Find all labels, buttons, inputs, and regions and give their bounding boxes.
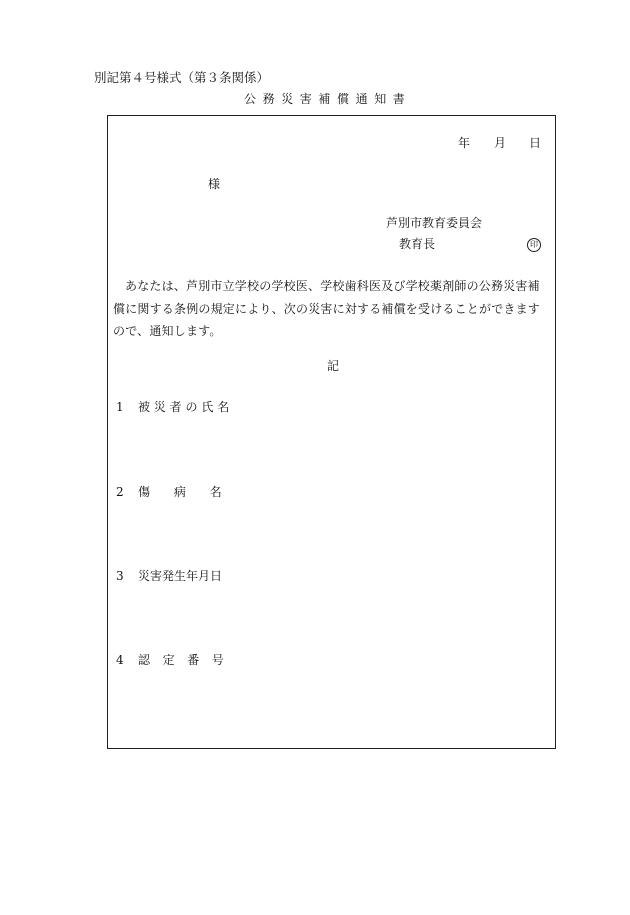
item-3-number: 3	[116, 569, 124, 583]
seal-icon: 印	[527, 238, 541, 252]
notice-body: あなたは、芦別市立学校の学校医、学校歯科医及び学校薬剤師の公務災害補償に関する条例の規定により、次の災害に対する補償を受けることができますので、通知します。	[113, 279, 541, 338]
item-1-number: 1	[116, 400, 124, 414]
item-3-label: 災害発生年月日	[138, 569, 223, 583]
ki-heading: 記	[327, 359, 340, 373]
item-2-label: 傷 病 名	[138, 485, 222, 499]
issuer-position: 教育長	[399, 237, 436, 251]
item-1-label: 被災者の氏名	[138, 400, 234, 414]
seal-mark	[527, 237, 541, 252]
date-day-label: 日	[529, 136, 542, 150]
item-4-label: 認定番号	[138, 653, 237, 667]
document-title: 公務災害補償通知書	[244, 92, 412, 106]
date-month-label: 月	[494, 136, 507, 150]
addressee-honorific: 様	[208, 177, 221, 191]
item-4-number: 4	[116, 653, 124, 667]
date-year-label: 年	[458, 136, 471, 150]
form-number: 別記第４号様式（第３条関係）	[94, 70, 270, 85]
item-2-number: 2	[116, 485, 124, 499]
issuer-organization: 芦別市教育委員会	[386, 216, 483, 230]
